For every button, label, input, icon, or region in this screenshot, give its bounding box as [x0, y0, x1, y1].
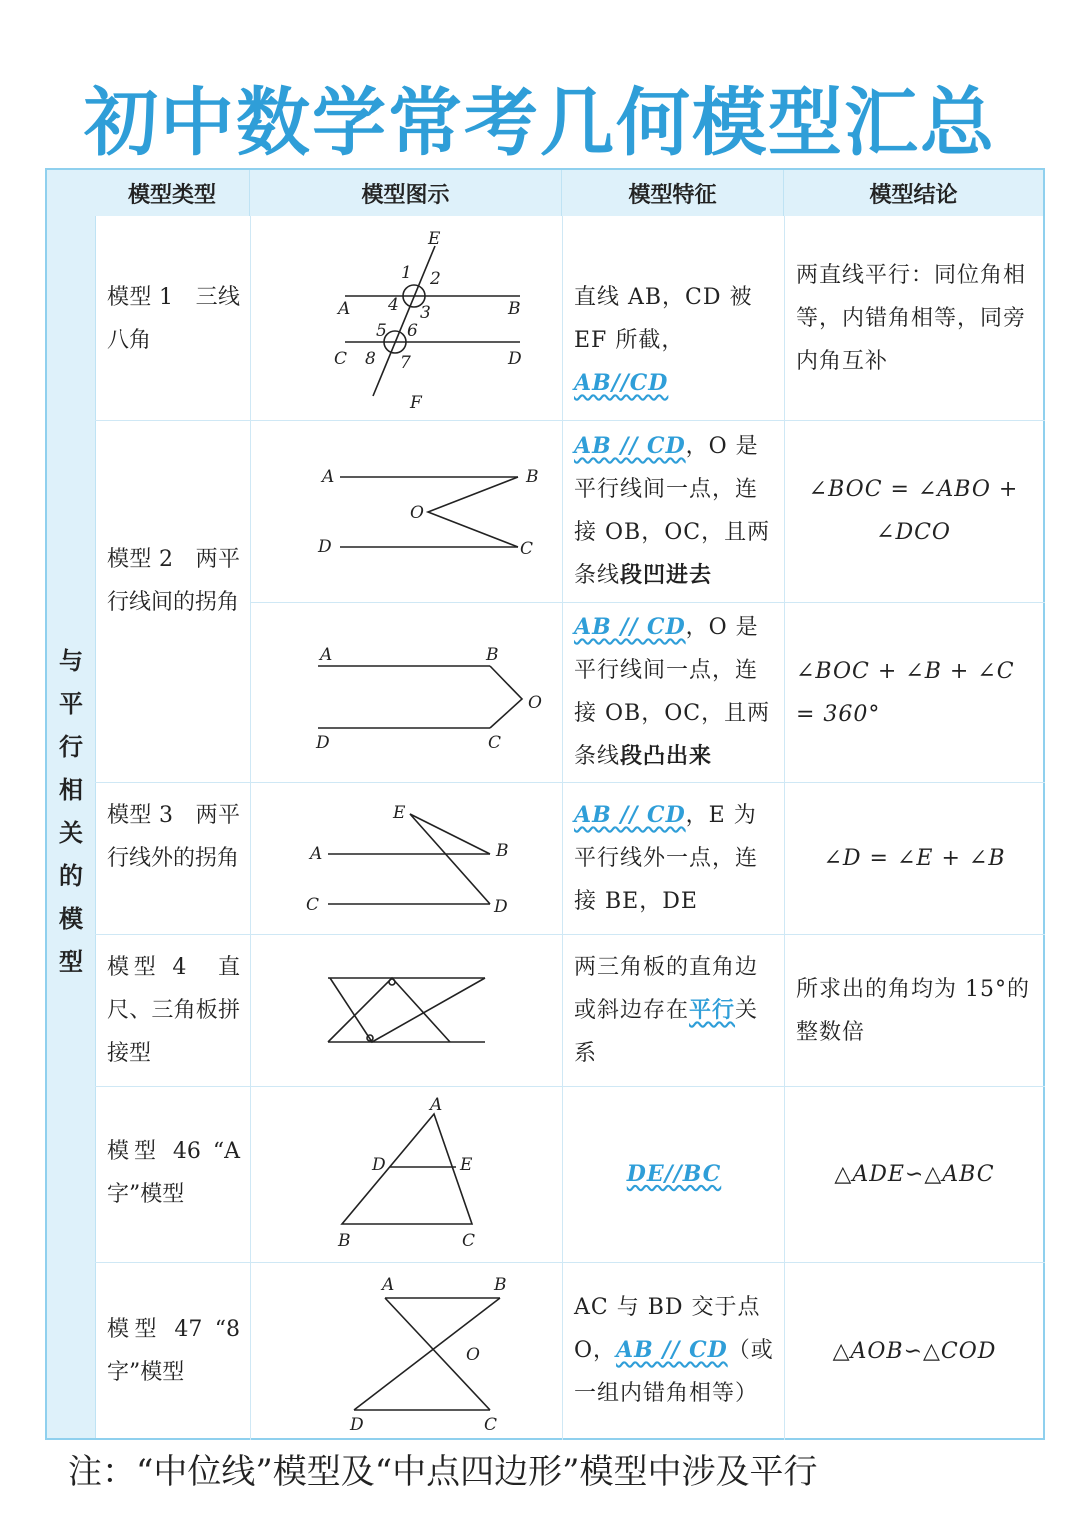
row1-conclusion: 两直线平行：同位角相等，内错角相等，同旁内角互补 [796, 263, 1027, 374]
row4-features: 两三角板的直角边或斜边存在平行关系 [574, 955, 759, 1066]
label-C: C [334, 349, 348, 369]
label-A: A [320, 645, 333, 665]
header-type: 模型类型 [95, 170, 250, 216]
side-column [47, 170, 96, 1438]
row5-features: DE//BC [626, 1160, 722, 1187]
row4-diagram [250, 934, 562, 1086]
row3-features: AB // CD，E 为平行线外一点，连接 BE，DE [574, 802, 759, 914]
label-E: E [460, 1155, 473, 1175]
label-B: B [486, 645, 499, 665]
label-B: B [508, 299, 521, 319]
row1-type: 模型 1 三线八角 [107, 285, 240, 353]
label-F: F [410, 393, 422, 413]
row6-diagram [250, 1262, 562, 1440]
label-A: A [430, 1095, 443, 1115]
row2a-conclusion: ∠BOC = ∠ABO + ∠DCO [808, 477, 1019, 545]
row5-diagram [250, 1086, 562, 1262]
label-E: E [428, 229, 441, 249]
label-A: A [382, 1275, 395, 1295]
header-figure: 模型图示 [250, 170, 562, 216]
label-3: 3 [420, 303, 431, 323]
label-6: 6 [407, 321, 418, 341]
label-4: 4 [388, 295, 399, 315]
label-1: 1 [401, 263, 412, 283]
row2b-features: AB // CD，O 是平行线间一点，连接 OB，OC，且两条线段凸出来 [574, 614, 771, 769]
row1-features: 直线 AB，CD 被 EF 所截，AB//CD [574, 285, 753, 396]
label-D: D [372, 1155, 386, 1175]
label-A: A [322, 467, 335, 487]
row4-conclusion: 所求出的角均为 15°的整数倍 [796, 977, 1030, 1045]
label-D: D [318, 537, 332, 557]
label-A: A [310, 844, 323, 864]
header-features: 模型特征 [562, 170, 784, 216]
row2a-features: AB // CD，O 是平行线间一点，连接 OB，OC，且两条线段凹进去 [574, 433, 771, 588]
row5-type: 模型 46 “A 字”模型 [107, 1139, 240, 1207]
label-C: C [484, 1415, 498, 1435]
page-title: 初中数学常考几何模型汇总 [84, 80, 996, 166]
label-E: E [393, 803, 406, 823]
row2a-diagram [250, 420, 562, 602]
label-5: 5 [376, 321, 387, 341]
side-label: 与平行相关的模型 [59, 647, 83, 976]
row3-conclusion: ∠D = ∠E + ∠B [823, 845, 1006, 871]
label-D: D [350, 1415, 364, 1435]
label-B: B [496, 841, 509, 861]
header-conclusion: 模型结论 [784, 170, 1043, 216]
row3-type: 模型 3 两平行线外的拐角 [107, 803, 240, 871]
label-C: C [488, 733, 502, 753]
row2b-diagram [250, 602, 562, 782]
model-table [45, 168, 1045, 1440]
label-D: D [508, 349, 522, 369]
label-C: C [462, 1231, 476, 1251]
row2b-conclusion: ∠BOC + ∠B + ∠C = 360° [796, 659, 1015, 727]
label-B: B [526, 467, 539, 487]
row5-conclusion: △ADE∽△ABC [834, 1161, 995, 1187]
label-C: C [520, 539, 534, 559]
label-D: D [316, 733, 330, 753]
label-B: B [494, 1275, 507, 1295]
label-A: A [338, 299, 351, 319]
footnote: 注：“中位线”模型及“中点四边形”模型中涉及平行 [68, 1452, 818, 1492]
label-D: D [494, 897, 508, 917]
row4-type: 模型 4 直尺、三角板拼接型 [107, 955, 240, 1066]
row3-diagram [250, 782, 562, 934]
label-C: C [306, 895, 320, 915]
label-O: O [466, 1345, 480, 1365]
row6-type: 模型 47 “8 字”模型 [107, 1317, 240, 1385]
label-8: 8 [365, 349, 376, 369]
label-2: 2 [430, 269, 441, 289]
label-O: O [410, 503, 424, 523]
label-O: O [528, 693, 542, 713]
row2-type: 模型 2 两平行线间的拐角 [107, 547, 240, 615]
row6-conclusion: △AOB∽△COD [832, 1338, 997, 1364]
row6-features: AC 与 BD 交于点 O，AB // CD（或一组内错角相等） [574, 1295, 774, 1406]
label-7: 7 [400, 353, 411, 373]
label-B: B [338, 1231, 351, 1251]
row1-diagram [250, 216, 562, 420]
